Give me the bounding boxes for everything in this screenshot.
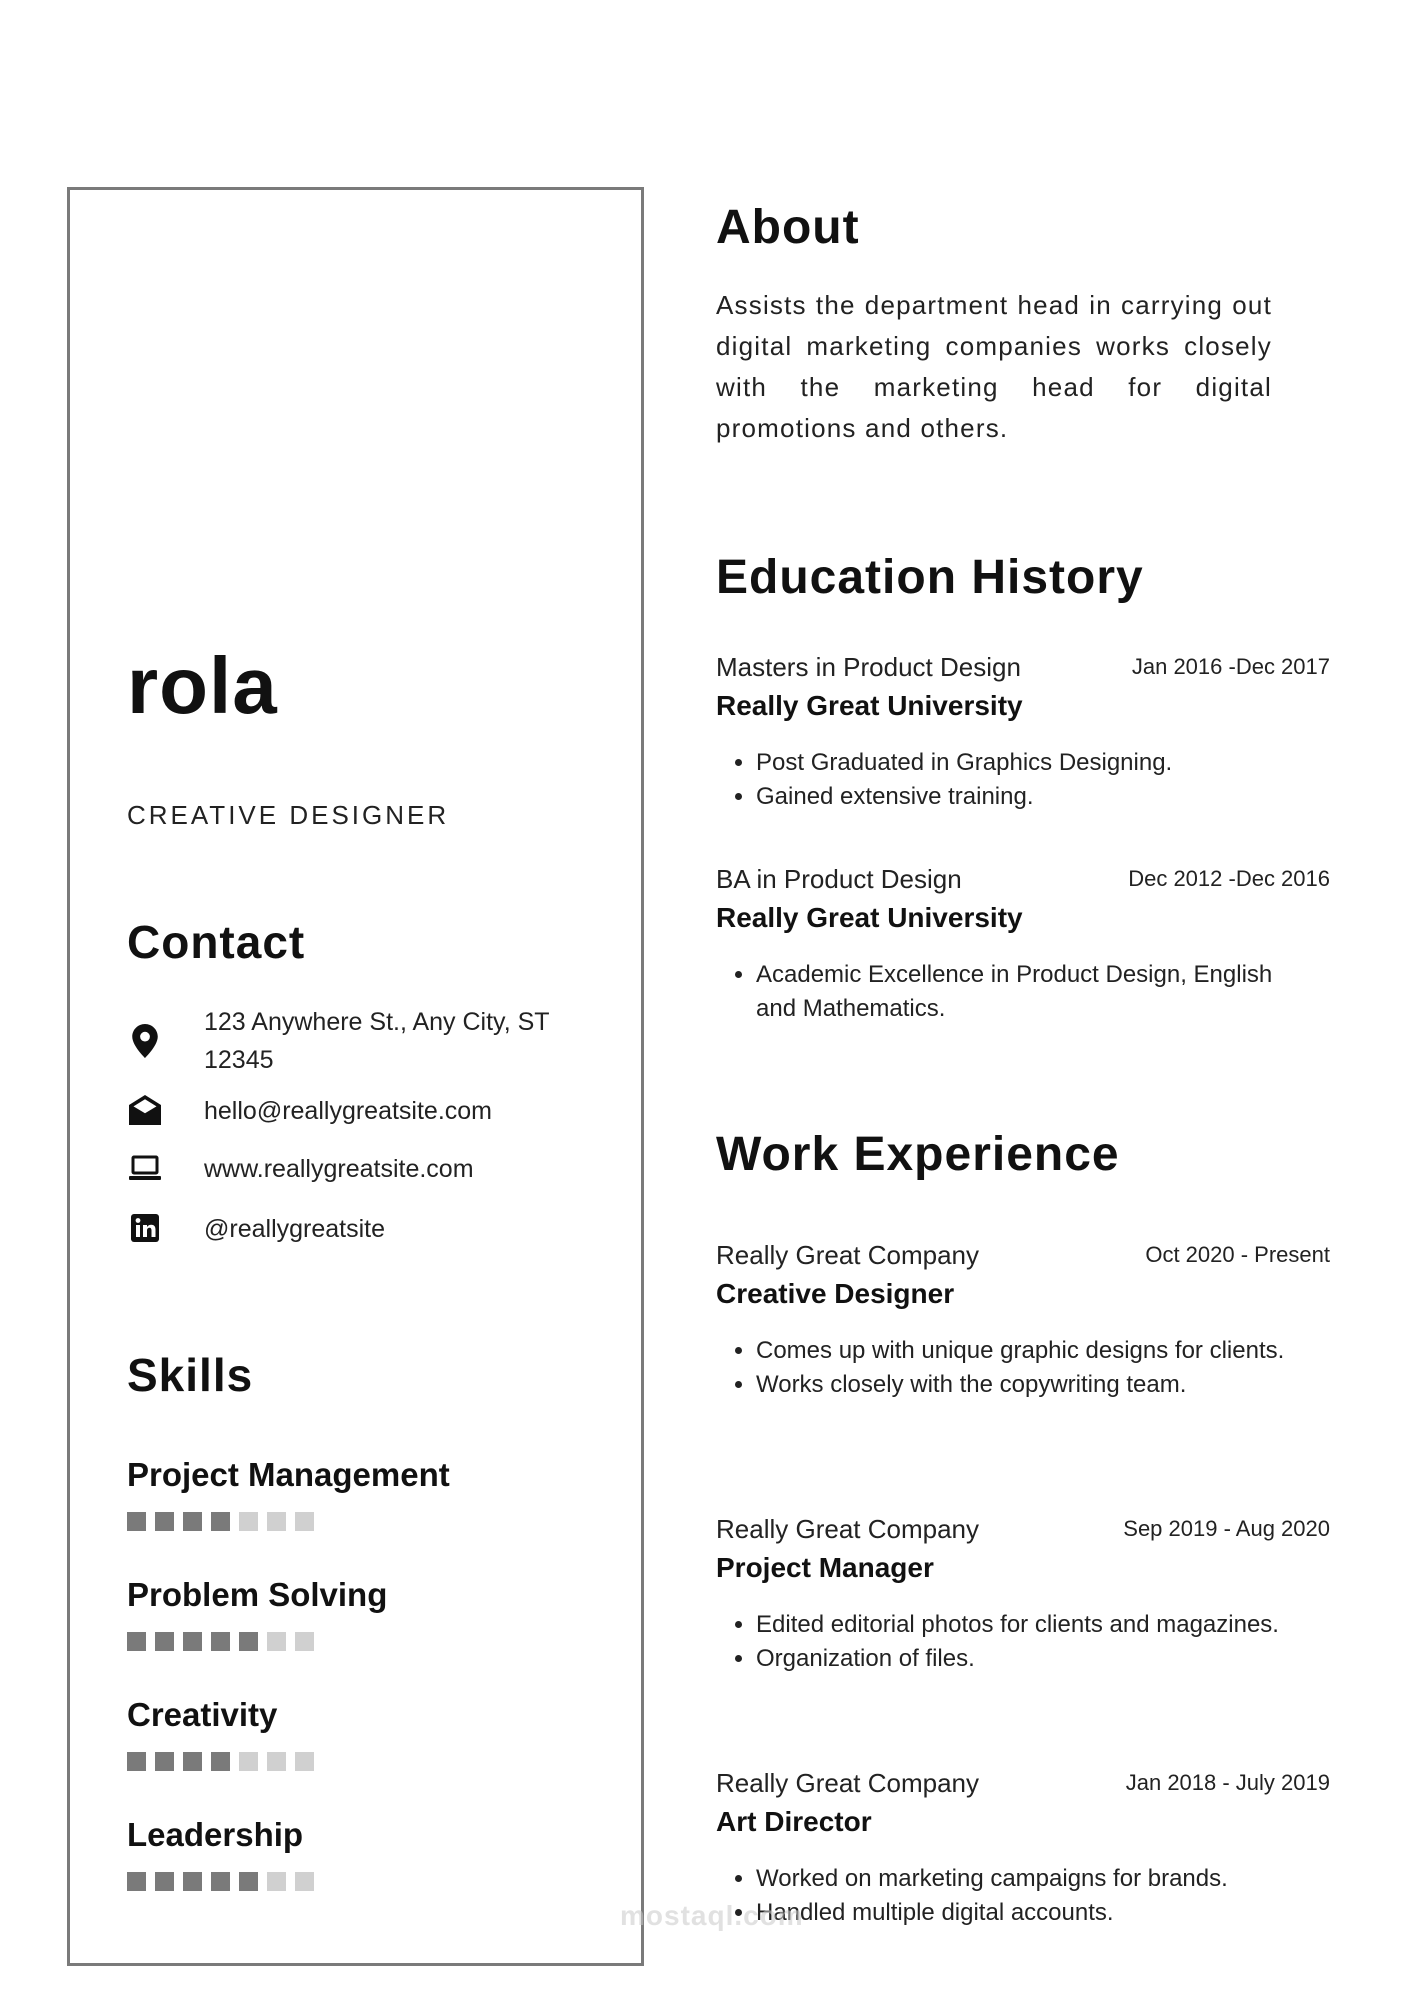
work-bullets (716, 1334, 1330, 1402)
education-bullets (716, 746, 1330, 814)
contact-email-text[interactable]: hello@reallygreatsite.com (204, 1097, 493, 1125)
skill-item (127, 1696, 527, 1771)
list-item: • Post Graduated in Graphics Designing. (756, 746, 1296, 780)
skill-level-bar (127, 1872, 527, 1891)
work-bullets (716, 1608, 1330, 1676)
education-degree: Masters in Product Design (716, 652, 1021, 682)
skill-level-empty (239, 1752, 258, 1771)
skill-name: Creativity (127, 1696, 278, 1733)
skill-level-filled (183, 1752, 202, 1771)
about-heading: About (716, 201, 860, 254)
skill-name: Project Management (127, 1456, 450, 1493)
work-entry (716, 1238, 1330, 1402)
skill-level-empty (295, 1872, 314, 1891)
work-entry (716, 1512, 1330, 1676)
laptop-icon (127, 1150, 163, 1186)
skill-level-empty (267, 1752, 286, 1771)
location-pin-icon (127, 1023, 163, 1059)
work-bullets (716, 1862, 1330, 1930)
education-dates: Jan 2016 -Dec 2017 (1131, 654, 1330, 679)
contact-linkedin[interactable] (127, 1210, 597, 1270)
skill-level-filled (211, 1512, 230, 1531)
linkedin-icon (127, 1210, 163, 1246)
contact-address (127, 1003, 597, 1074)
education-degree: BA in Product Design (716, 864, 962, 894)
skills-heading: Skills (127, 1349, 254, 1401)
skill-level-filled (183, 1512, 202, 1531)
skill-level-bar (127, 1512, 527, 1531)
work-heading: Work Experience (716, 1128, 1120, 1181)
work-entry (716, 1766, 1330, 1930)
skill-level-filled (127, 1872, 146, 1891)
work-dates: Oct 2020 - Present (1145, 1242, 1330, 1267)
skill-level-filled (127, 1512, 146, 1531)
list-item: • Comes up with unique graphic designs for clients. (756, 1334, 1296, 1368)
skill-level-filled (155, 1872, 174, 1891)
skill-item (127, 1576, 527, 1651)
skill-level-filled (155, 1752, 174, 1771)
skill-name: Problem Solving (127, 1576, 388, 1613)
skill-level-empty (295, 1752, 314, 1771)
list-item: • Academic Excellence in Product Design, English and Mathematics. (756, 958, 1296, 1026)
skill-name: Leadership (127, 1816, 304, 1853)
education-bullets (716, 958, 1330, 1026)
skill-level-empty (267, 1872, 286, 1891)
contact-address-text: 123 Anywhere St., Any City, ST 12345 (204, 1008, 550, 1074)
list-item: • Gained extensive training. (756, 780, 1296, 814)
education-school: Really Great University (716, 902, 1023, 933)
contact-website-text[interactable]: www.reallygreatsite.com (204, 1155, 474, 1183)
skill-level-filled (239, 1872, 258, 1891)
skill-item (127, 1456, 527, 1531)
work-dates: Jan 2018 - July 2019 (1125, 1770, 1330, 1795)
mail-open-icon (127, 1092, 163, 1128)
skill-level-empty (267, 1512, 286, 1531)
skill-level-filled (211, 1752, 230, 1771)
skill-level-filled (155, 1632, 174, 1651)
list-item: • Edited editorial photos for clients and magazines. (756, 1608, 1296, 1642)
skill-level-filled (127, 1632, 146, 1651)
list-item: • Works closely with the copywriting team. (756, 1368, 1296, 1402)
work-role: Art Director (716, 1806, 872, 1837)
skill-level-bar (127, 1752, 527, 1771)
list-item: • Worked on marketing campaigns for brands. (756, 1862, 1296, 1896)
list-item: • Handled multiple digital accounts. (756, 1896, 1296, 1930)
work-role: Creative Designer (716, 1278, 955, 1309)
skill-level-empty (239, 1512, 258, 1531)
skill-level-filled (239, 1632, 258, 1651)
about-text: Assists the department head in carrying out digital marketing companies works closely with the marketing head for digital promotions and others. (716, 290, 1272, 443)
watermark: mostaql.com (620, 1900, 804, 1931)
contact-website[interactable] (127, 1150, 597, 1210)
skill-level-filled (211, 1632, 230, 1651)
skill-level-empty (267, 1632, 286, 1651)
work-role: Project Manager (716, 1552, 934, 1583)
skill-level-filled (183, 1632, 202, 1651)
skill-level-filled (127, 1752, 146, 1771)
work-company: Really Great Company (716, 1240, 979, 1270)
skill-level-bar (127, 1632, 527, 1651)
profile-name: rola (127, 641, 278, 730)
education-entry (716, 862, 1330, 1026)
education-heading: Education History (716, 551, 1144, 604)
work-dates: Sep 2019 - Aug 2020 (1123, 1516, 1330, 1541)
skill-level-filled (155, 1512, 174, 1531)
education-entry (716, 650, 1330, 814)
work-company: Really Great Company (716, 1514, 979, 1544)
profile-title: CREATIVE DESIGNER (127, 800, 450, 830)
skill-level-filled (211, 1872, 230, 1891)
contact-linkedin-text[interactable]: @reallygreatsite (204, 1215, 386, 1243)
skill-level-empty (295, 1512, 314, 1531)
work-company: Really Great Company (716, 1768, 979, 1798)
skill-item (127, 1816, 527, 1891)
contact-heading: Contact (127, 916, 306, 968)
list-item: • Organization of files. (756, 1642, 1296, 1676)
skill-level-empty (295, 1632, 314, 1651)
skill-level-filled (183, 1872, 202, 1891)
education-school: Really Great University (716, 690, 1023, 721)
contact-email[interactable] (127, 1092, 597, 1152)
education-dates: Dec 2012 -Dec 2016 (1128, 866, 1330, 891)
